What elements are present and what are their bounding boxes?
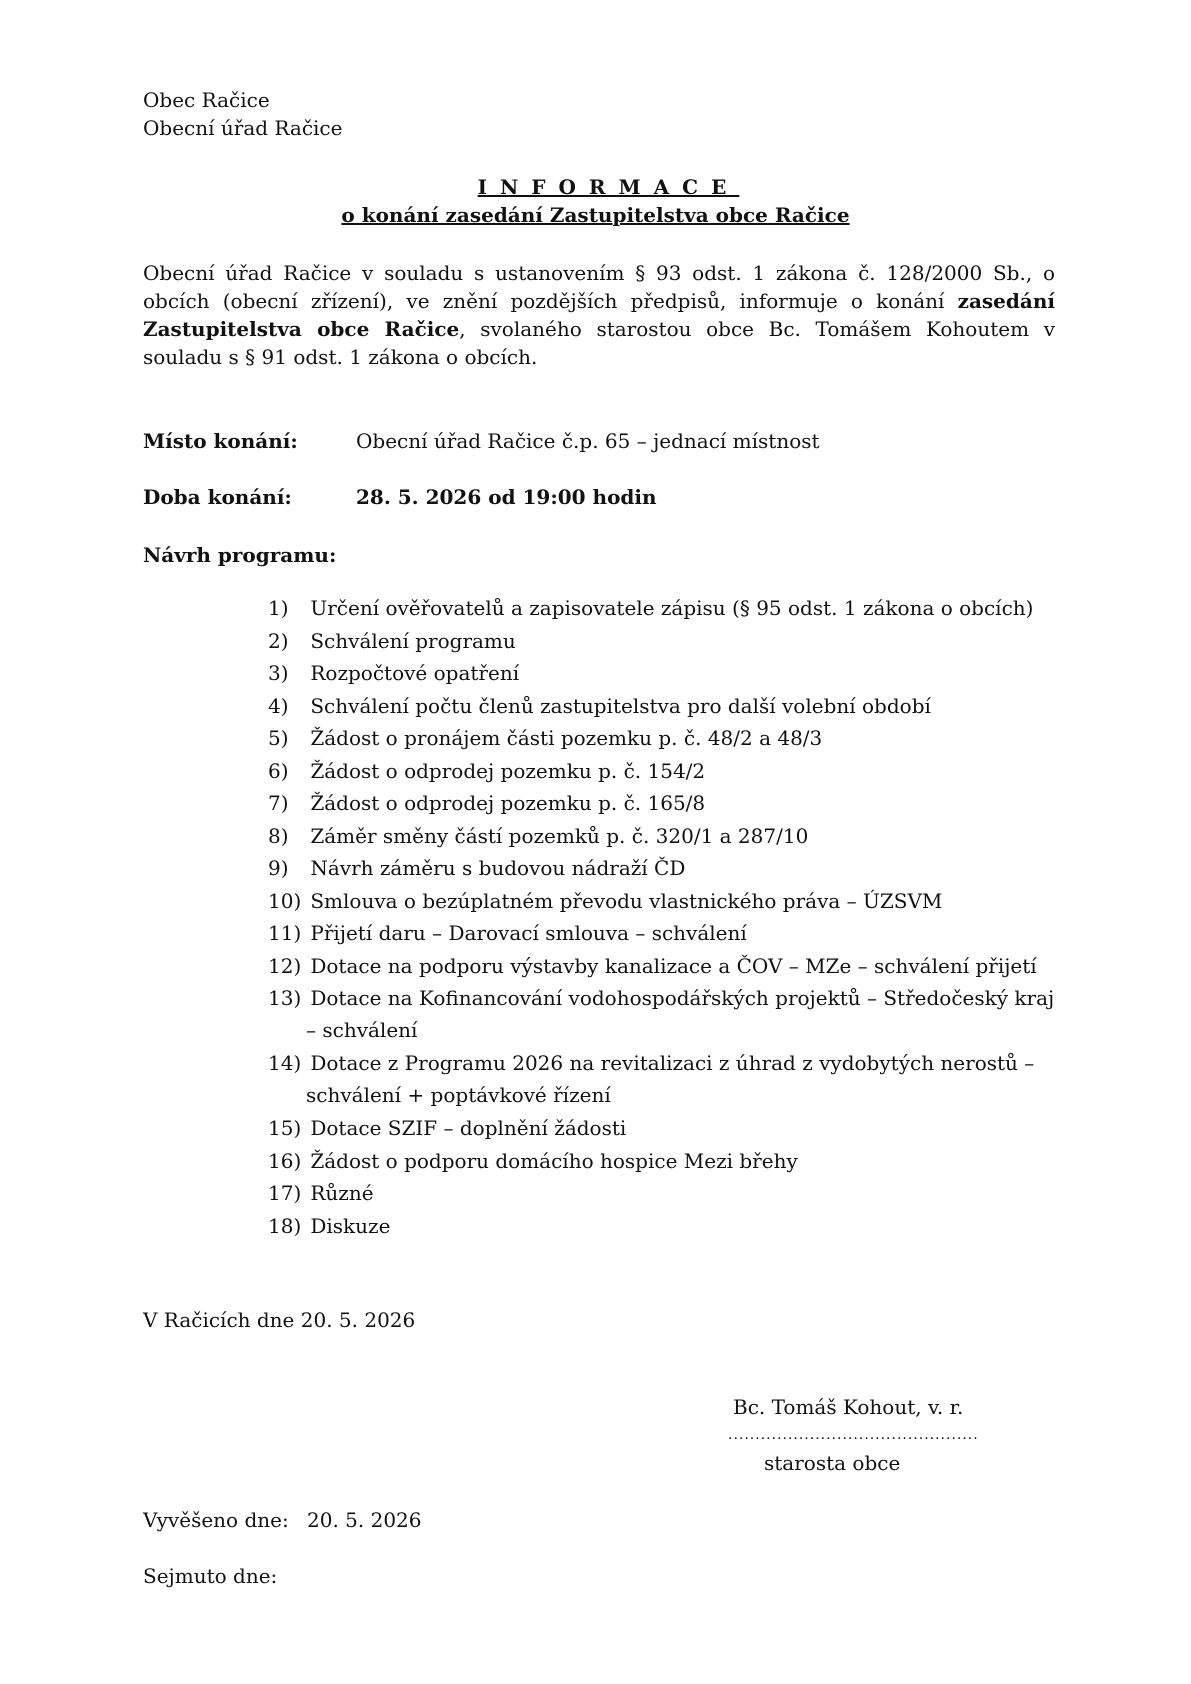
program-item bbox=[268, 852, 1073, 884]
program-item bbox=[268, 690, 1073, 722]
program-item-number: 18) bbox=[268, 1213, 302, 1238]
program-item-text: Dotace z Programu 2026 na revitalizaci z úhrad z vydobytých nerostů – bbox=[310, 1051, 1035, 1075]
program-item-number: 2) bbox=[268, 628, 289, 653]
program-item-text: Schválení počtu členů zastupitelstva pro další volební období bbox=[310, 693, 931, 718]
program-item-text: Dotace na podporu výstavby kanalizace a ČOV – MZe – schválení přijetí bbox=[310, 953, 1037, 978]
program-item-text: Dotace SZIF – doplnění žádosti bbox=[310, 1116, 627, 1140]
program-item-number: 15) bbox=[268, 1116, 302, 1140]
program-item-number: 11) bbox=[268, 921, 302, 945]
posted-label: Vyvěšeno dne: bbox=[143, 1508, 289, 1532]
program-item bbox=[268, 625, 1073, 657]
program-item bbox=[268, 1047, 1073, 1111]
place-label: Místo konání: bbox=[143, 429, 298, 453]
program-item-text: Dotace na Kofinancování vodohospodářských projektů – Středočeský kraj bbox=[310, 986, 1055, 1010]
program-item-number: 3) bbox=[268, 661, 289, 685]
program-item-number: 17) bbox=[268, 1181, 302, 1205]
program-item-number: 4) bbox=[268, 693, 289, 718]
program-item-text: Záměr směny částí pozemků p. č. 320/1 a 287/10 bbox=[310, 823, 809, 848]
program-item bbox=[268, 1145, 1073, 1177]
program-item bbox=[268, 592, 1073, 624]
program-item-text: Smlouva o bezúplatném převodu vlastnického práva – ÚZSVM bbox=[310, 888, 943, 913]
intro-text-1: Obecní úřad Račice v souladu s ustanovením § 93 odst. 1 zákona č. 128/2000 Sb., o obcích (obecní zřízení), ve znění pozdějších předpisů, informuje o konání bbox=[143, 261, 1055, 313]
header-office: Obecní úřad Račice bbox=[143, 116, 343, 140]
program-item-text: Žádost o odprodej pozemku p. č. 154/2 bbox=[310, 758, 706, 783]
program-item-number: 9) bbox=[268, 856, 289, 880]
program-item bbox=[268, 917, 1073, 949]
program-item-number: 12) bbox=[268, 953, 302, 978]
program-item-text: Žádost o odprodej pozemku p. č. 165/8 bbox=[310, 791, 706, 815]
time-label: Doba konání: bbox=[143, 485, 292, 509]
program-item-text: Žádost o pronájem části pozemku p. č. 48/2 a 48/3 bbox=[310, 726, 823, 750]
program-item bbox=[268, 657, 1073, 689]
program-item-number: 14) bbox=[268, 1051, 302, 1075]
signature-line: .............................................. bbox=[728, 1427, 979, 1443]
program-item-number: 8) bbox=[268, 823, 289, 848]
document-subtitle: o konání zasedání Zastupitelstva obce Račice bbox=[341, 203, 850, 227]
program-item-number: 5) bbox=[268, 726, 289, 750]
program-item-continuation: – schválení bbox=[306, 1018, 418, 1042]
program-item bbox=[268, 950, 1073, 982]
program-item bbox=[268, 820, 1073, 852]
program-item-number: 16) bbox=[268, 1148, 302, 1173]
program-item-text: Přijetí daru – Darovací smlouva – schválení bbox=[310, 921, 747, 945]
program-item bbox=[268, 755, 1073, 787]
program-item bbox=[268, 982, 1073, 1046]
place-value: Obecní úřad Račice č.p. 65 – jednací místnost bbox=[356, 429, 820, 453]
program-item-text: Návrh záměru s budovou nádraží ČD bbox=[310, 856, 686, 880]
posted-value: 20. 5. 2026 bbox=[307, 1508, 422, 1532]
document-title: INFORMACE bbox=[477, 175, 740, 199]
signature-role: starosta obce bbox=[764, 1451, 901, 1475]
program-item-continuation: schválení + poptávkové řízení bbox=[306, 1083, 611, 1107]
program-item-text: Určení ověřovatelů a zapisovatele zápisu (§ 95 odst. 1 zákona o obcích) bbox=[310, 596, 1034, 620]
program-item bbox=[268, 722, 1073, 754]
time-value: 28. 5. 2026 od 19:00 hodin bbox=[356, 485, 657, 509]
program-item bbox=[268, 787, 1073, 819]
intro-paragraph bbox=[143, 259, 1055, 371]
program-item-number: 10) bbox=[268, 888, 302, 913]
program-item bbox=[268, 1177, 1073, 1209]
program-item bbox=[268, 1112, 1073, 1144]
program-item-number: 6) bbox=[268, 758, 289, 783]
program-item-text: Žádost o podporu domácího hospice Mezi břehy bbox=[310, 1148, 798, 1173]
program-item bbox=[268, 885, 1073, 917]
program-item-number: 13) bbox=[268, 986, 302, 1010]
program-item bbox=[268, 1210, 1073, 1242]
date-place: V Račicích dne 20. 5. 2026 bbox=[143, 1308, 416, 1332]
program-item-text: Diskuze bbox=[310, 1213, 391, 1238]
removed-label: Sejmuto dne: bbox=[143, 1564, 278, 1588]
program-item-text: Schválení programu bbox=[310, 628, 516, 653]
intro-text-2: , svolaného starostou obce Bc. Tomášem Kohoutem v souladu s § 91 odst. 1 zákona o obcích. bbox=[143, 317, 1055, 369]
program-item-number: 1) bbox=[268, 596, 289, 620]
program-label: Návrh programu: bbox=[143, 543, 337, 567]
header-municipality: Obec Račice bbox=[143, 88, 270, 112]
program-item-text: Rozpočtové opatření bbox=[310, 661, 520, 685]
intro-bold-text: zasedání Zastupitelstva obce Račice bbox=[143, 289, 1055, 341]
program-item-text: Různé bbox=[310, 1181, 374, 1205]
program-item-number: 7) bbox=[268, 791, 289, 815]
signature-name: Bc. Tomáš Kohout, v. r. bbox=[733, 1395, 964, 1419]
